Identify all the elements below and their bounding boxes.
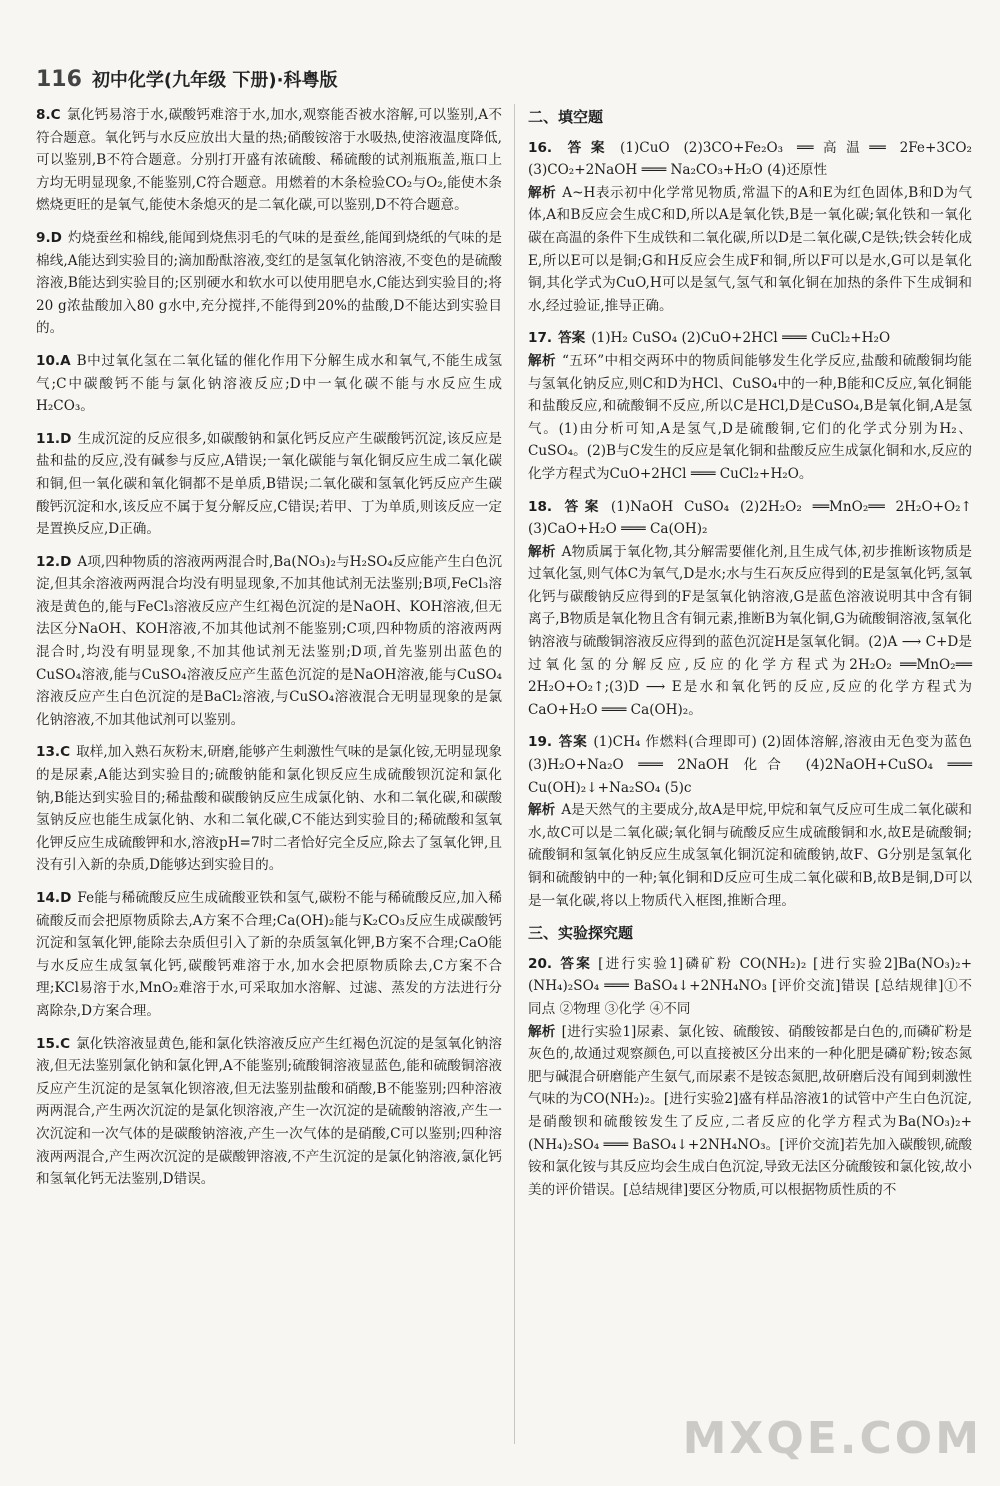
item-text: A项,四种物质的溶液两两混合时,Ba(NO₃)₂与H₂SO₄反应能产生白色沉淀,但其余溶液两两混合均没有明显现象,不加其他试剂无法鉴别;B项,FeCl₃溶液是黄色的,能与FeCl₃溶液反应产生红褐色沉淀的是NaOH、KOH溶液,但无法区分NaOH、KOH溶液,不加其他试剂不能鉴别;C项,四种物质的溶液两两混合时,均没有明显现象,不加其他试剂无法鉴别;D项,首先鉴别出蓝色的CuSO₄溶液,能与CuSO₄溶液反应产生蓝色沉淀的是NaOH溶液,能与CuSO₄溶液反应产生白色沉淀的是BaCl₂溶液,与CuSO₄溶液混合无明显现象的是氯化钠溶液,不加其他试剂可以鉴别。 [36,553,502,728]
answer-text: (1)NaOH CuSO₄ (2)2H₂O₂ ══MnO₂══ 2H₂O+O₂↑ (3)CaO+H₂O ═══ Ca(OH)₂ [528,498,972,538]
section-heading-experiment: 三、实验探究题 [528,924,634,943]
answer-label: 答案 [558,139,615,156]
book-title: 初中化学(九年级 下册)·科粤版 [91,70,338,91]
answer-text: (1)CuO (2)3CO+Fe₂O₃ ══高温══ 2Fe+3CO₂ (3)CO₂+2NaOH ═══ Na₂CO₃+H₂O (4)还原性 [528,139,972,179]
watermark: MXQE.COM [682,1413,982,1464]
left-column [36,104,502,1201]
answer-item [36,104,502,217]
item-number: 14.D [36,890,72,906]
section-heading-fill: 二、填空题 [528,108,604,126]
answer-item [36,887,502,1023]
answer-item [528,137,972,318]
answer-label: 答案 [558,955,593,972]
item-text: Fe能与稀硫酸反应生成硫酸亚铁和氢气,碳粉不能与稀硫酸反应,加入稀硫酸反而会把原物质除去,A方案不合理;Ca(OH)₂能与K₂CO₃反应生成碳酸钙沉淀和氢氧化钾,能除去杂质但引入了新的杂质氢氧化钾,B方案不合理;CaO能与水反应生成氢氧化钙,碳酸钙难溶于水,加水会把原物质除去,C方案不合理;KCl易溶于水,MnO₂难溶于水,可采取加水溶解、过滤、蒸发的方法进行分离除杂,D方案合理。 [36,890,502,1019]
item-number: 19. [528,734,553,751]
item-number: 20. [528,955,553,972]
explanation-label: 解析 [528,543,556,560]
answer-line [528,731,972,799]
item-number: 12.D [36,553,72,570]
item-text: B中过氧化氢在二氧化锰的催化作用下分解生成水和氧气,不能生成氢气;C中碳酸钙不能与氯化钠溶液反应;D中一氧化碳不能与水反应生成H₂CO₃。 [36,352,502,415]
explanation-line [528,799,972,912]
explanation-line [528,350,972,486]
item-number: 17. [528,330,553,347]
explanation-label: 解析 [528,184,557,201]
item-number: 18. [528,498,553,515]
item-number: 10.A [36,352,71,369]
answer-line [528,953,972,1021]
explanation-text: [进行实验1]尿素、氯化铵、硫酸铵、硝酸铵都是白色的,而磷矿粉是灰色的,故通过观察颜色,可以直接被区分出来的一种化肥是磷矿粉;铵态氮肥与碱混合研磨能产生氨气,而尿素不是铵态氮肥,故研磨后没有闻到刺激性气味的为CO(NH₂)₂。[进行实验2]盛有样品溶液1的试管中产生白色沉淀,是硝酸钡和硫酸铵发生了反应,二者反应的化学方程式为Ba(NO₃)₂+(NH₄)₂SO₄ ═══ BaSO₄↓+2NH₄NO₃。[评价交流]若先加入碳酸钡,硫酸铵和氯化铵与其反应均会生成白色沉淀,导致无法区分硫酸铵和氯化铵,故小美的评价错误。[总结规律]要区分物质,可以根据物质性质的不 [528,1023,973,1198]
answer-item [36,741,502,877]
item-text: 灼烧蚕丝和棉线,能闻到烧焦羽毛的气味的是蚕丝,能闻到烧纸的气味的是棉线,A能达到实验目的;滴加酚酞溶液,变红的是氢氧化钠溶液,不变色的是硫酸溶液,B能达到实验目的;区别硬水和软水可以使用肥皂水,C能达到实验目的;将20 g浓盐酸加入80 g水中,充分搅拌,不能得到20%的盐酸,D不能达到实验目的。 [36,229,502,337]
answer-item [528,327,972,485]
item-number: 15.C [36,1035,71,1052]
answer-item [528,953,972,1202]
explanation-label: 解析 [528,802,556,819]
explanation-line [528,1021,972,1202]
item-text: 氯化铁溶液显黄色,能和氯化铁溶液反应产生红褐色沉淀的是氢氧化钠溶液,但无法鉴别氯化钠和氯化钾,A不能鉴别;硫酸铜溶液显蓝色,能和硫酸铜溶液反应产生沉淀的是氢氧化钡溶液,但无法鉴别盐酸和硝酸,B不能鉴别;四种溶液两两混合,产生两次沉淀的是氯化钡溶液,产生一次沉淀的是硫酸钠溶液,产生一次沉淀和一次气体的是碳酸钠溶液,产生一次气体的是硝酸,C可以鉴别;四种溶液两两混合,产生两次沉淀的是碳酸钾溶液,不产生沉淀的是氯化钠溶液,氯化钙和氢氧化钙无法鉴别,D错误。 [36,1035,502,1188]
item-number: 11.D [36,430,72,447]
explanation-text: “五环”中相交两环中的物质间能够发生化学反应,盐酸和硫酸铜均能与氢氧化钠反应,则C和D为HCl、CuSO₄中的一种,B能和C反应,氧化铜能和盐酸反应,和硫酸铜不反应,所以C是HCl,D是CuSO₄,B是氧化铜,A是氢气。(1)由分析可知,A是氢气,D是硫酸铜,它们的化学式分别为H₂、CuSO₄。(2)B与C发生的反应是氧化铜和盐酸反应生成氯化铜和水,反应的化学方程式为CuO+2HCl ═══ CuCl₂+H₂O。 [528,352,973,482]
answer-label: 答案 [558,498,605,515]
right-column [528,104,972,1211]
answer-line [528,137,972,182]
explanation-line [528,182,972,318]
answer-label: 答案 [558,330,586,347]
answer-item [528,731,972,912]
item-text: 生成沉淀的反应很多,如碳酸钠和氯化钙反应产生碳酸钙沉淀,该反应是盐和盐的反应,没有碱参与反应,A错误;一氧化碳能与氧化铜反应生成二氧化碳和铜,但一氧化碳和氧化铜都不是单质,B错误;二氧化碳和氢氧化钙反应产生碳酸钙沉淀和水,该反应不属于复分解反应,C错误;若甲、丁为单质,则该反应一定是置换反应,D正确。 [36,430,502,538]
answer-item [36,551,502,732]
answer-item [36,1033,502,1191]
item-number: 13.C [36,744,71,761]
explanation-text: A物质属于氧化物,其分解需要催化剂,且生成气体,初步推断该物质是过氧化氢,则气体C为氧气,D是水;水与生石灰反应得到的E是氢氧化钙,氢氧化钙与碳酸钠反应得到的F是氢氧化钠溶液,G是蓝色溶液说明其中含有铜离子,B物质是氧化物且含有铜元素,推断B为氧化铜,G为硫酸铜溶液,氢氧化钠溶液与硫酸铜溶液反应得到的蓝色沉淀H是氢氧化铜。(2)A ⟶ C+D是过氧化氢的分解反应,反应的化学方程式为2H₂O₂ ══MnO₂══ 2H₂O+O₂↑;(3)D ⟶ E是水和氧化钙的反应,反应的化学方程式为CaO+H₂O ═══ Ca(OH)₂。 [528,543,973,718]
answer-item [36,428,502,541]
page-number: 116 [36,66,82,92]
answer-text: (1)H₂ CuSO₄ (2)CuO+2HCl ═══ CuCl₂+H₂O [591,330,891,347]
explanation-text: A~H表示初中化学常见物质,常温下的A和E为红色固体,B和D为气体,A和B反应会生成C和D,所以A是氧化铁,B是一氧化碳;氧化铁和一氧化碳在高温的条件下生成铁和二氧化碳,所以D是二氧化碳,C是铁;铁会转化成E,所以E可以是铜;G和H反应会生成F和铜,所以F可以是水,G可以是氧化铜,其化学式为CuO,H可以是氢气,氢气和氧化铜在加热的条件下生成铜和水,经过验证,推导正确。 [528,184,972,314]
item-number: 9.D [36,229,62,246]
answer-item [36,350,502,418]
column-divider [514,104,515,1444]
explanation-text: A是天然气的主要成分,故A是甲烷,甲烷和氧气反应可生成二氧化碳和水,故C可以是二氧化碳;氧化铜与硫酸反应生成硫酸铜和水,故E是硫酸铜;硫酸铜和氢氧化钠反应生成氢氧化铜沉淀和硫酸钠,故F、G分别是氢氧化铜和硫酸钠中的一种;氧化铜和D反应可生成二氧化碳和B,故B是铜,D可以是一氧化碳,将以上物质代入框图,推断合理。 [528,802,973,909]
item-text: 取样,加入熟石灰粉末,研磨,能够产生刺激性气味的是氯化铵,无明显现象的是尿素,A能达到实验目的;硫酸钠能和氯化钡反应生成硫酸钡沉淀和氯化钠,B能达到实验目的;稀盐酸和碳酸钠反应生成氯化钠、水和二氧化碳,和碳酸氢钠反应也能生成氯化钠、水和二氧化碳,C不能达到实验目的;稀硫酸和氢氧化钾反应生成硫酸钾和水,溶液pH=7时二者恰好完全反应,除去了氢氧化钾,且没有引入新的杂质,D能够达到实验目的。 [36,744,502,874]
explanation-label: 解析 [528,352,556,369]
answer-item [528,496,972,722]
answer-text: [进行实验1]磷矿粉 CO(NH₂)₂ [进行实验2]Ba(NO₃)₂+(NH₄)₂SO₄ ═══ BaSO₄↓+2NH₄NO₃ [评价交流]错误 [总结规律]①不同点 ②物理 ③化学 ④不同 [528,955,973,1017]
page-header [36,64,338,94]
answer-label: 答案 [558,734,588,751]
answer-text: (1)CH₄ 作燃料(合理即可) (2)固体溶解,溶液由无色变为蓝色 (3)H₂O+Na₂O ═══ 2NaOH 化合 (4)2NaOH+CuSO₄ ═══ Cu(OH)₂↓+Na₂SO₄ (5)c [528,734,972,796]
item-number: 16. [528,139,553,156]
answer-line [528,496,972,541]
answer-item [36,227,502,340]
answer-line [528,327,972,350]
explanation-line [528,541,972,722]
item-text: 氯化钙易溶于水,碳酸钙难溶于水,加水,观察能否被水溶解,可以鉴别,A不符合题意。氧化钙与水反应放出大量的热;硝酸铵溶于水吸热,使溶液温度降低,可以鉴别,B不符合题意。分别打开盛有浓硫酸、稀硫酸的试剂瓶瓶盖,瓶口上方均无明显现象,不能鉴别,C符合题意。用燃着的木条检验CO₂与O₂,能使木条燃烧更旺的是氧气,能使木条熄灭的是二氧化碳,可以鉴别,D不符合题意。 [36,107,502,214]
explanation-label: 解析 [528,1023,556,1040]
item-number: 8.C [36,107,61,123]
